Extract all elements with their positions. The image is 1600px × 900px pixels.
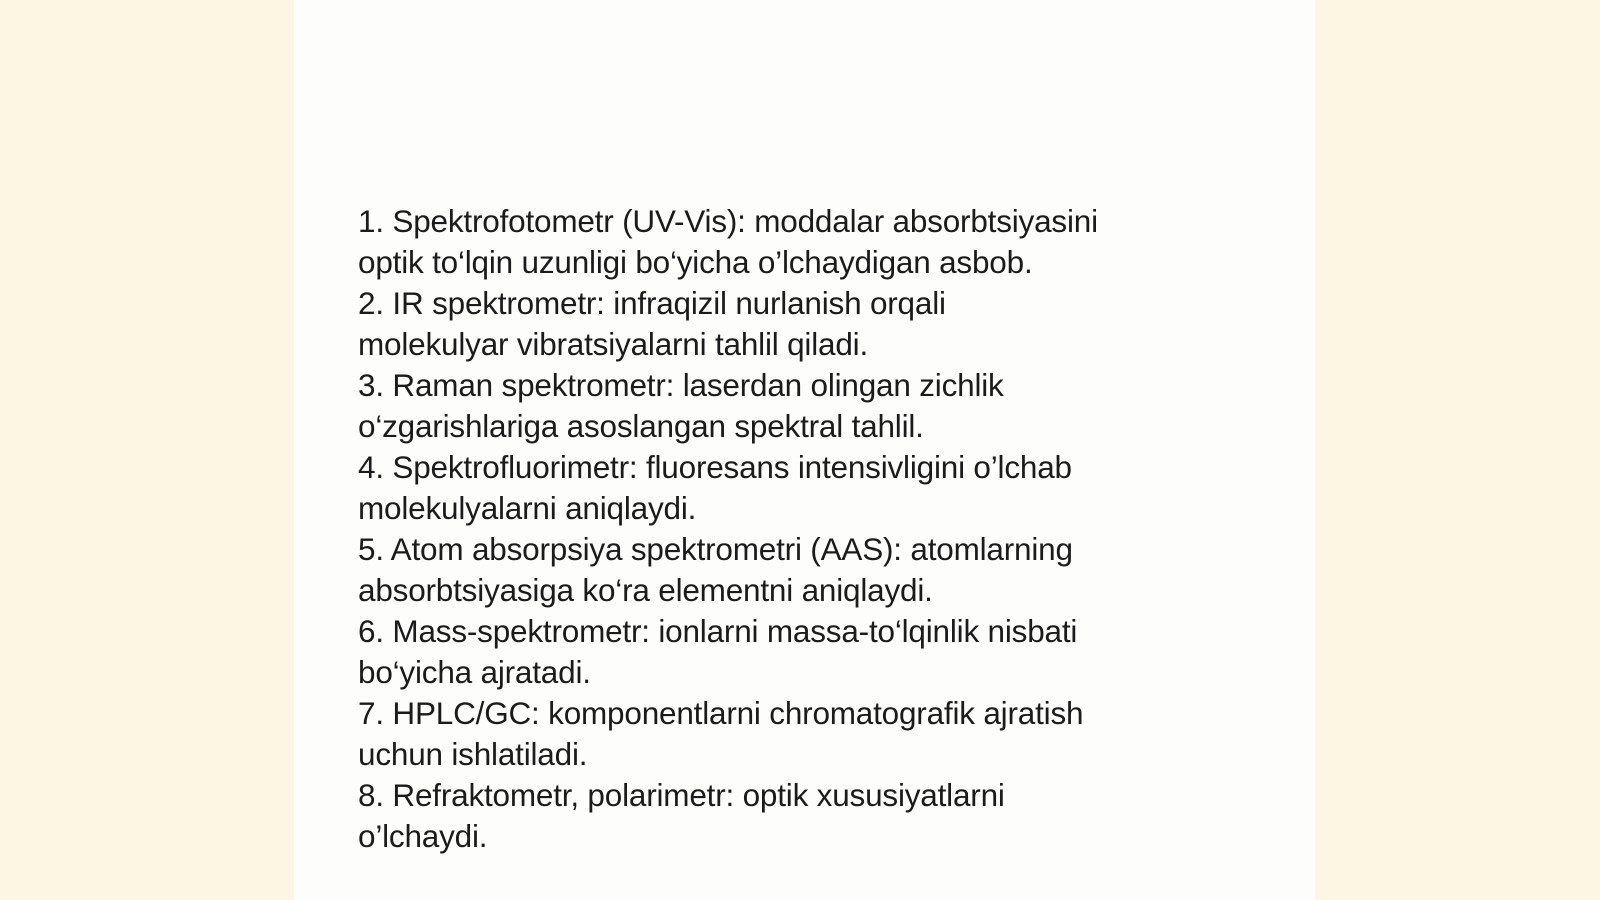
list-item-2 <box>358 283 1238 365</box>
list-item-7-line-2: uchun ishlatiladi. <box>358 736 588 772</box>
instrument-list <box>358 201 1238 857</box>
list-item-5 <box>358 529 1238 611</box>
list-item-2-line-1: 2. IR spektrometr: infraqizil nurlanish orqali <box>358 285 946 321</box>
list-item-5-line-2: absorbtsiyasiga ko‘ra elementni aniqlaydi. <box>358 572 933 608</box>
list-item-8 <box>358 775 1238 857</box>
list-item-1-line-2: optik to‘lqin uzunligi bo‘yicha o’lchaydigan asbob. <box>358 244 1033 280</box>
list-item-3-line-2: o‘zgarishlariga asoslangan spektral tahlil. <box>358 408 924 444</box>
list-item-6 <box>358 611 1238 693</box>
list-item-8-line-2: o’lchaydi. <box>358 818 488 854</box>
list-item-7 <box>358 693 1238 775</box>
list-item-2-line-2: molekulyar vibratsiyalarni tahlil qiladi. <box>358 326 869 362</box>
content-panel <box>294 0 1315 900</box>
list-item-8-line-1: 8. Refraktometr, polarimetr: optik xususiyatlarni <box>358 777 1005 813</box>
list-item-3-line-1: 3. Raman spektrometr: laserdan olingan zichlik <box>358 367 1004 403</box>
list-item-1-line-1: 1. Spektrofotometr (UV-Vis): moddalar absorbtsiyasini <box>358 203 1098 239</box>
list-item-4-line-1: 4. Spektrofluorimetr: fluoresans intensivligini o’lchab <box>358 449 1072 485</box>
list-item-4 <box>358 447 1238 529</box>
list-item-4-line-2: molekulyalarni aniqlaydi. <box>358 490 697 526</box>
list-item-6-line-1: 6. Mass-spektrometr: ionlarni massa-to‘lqinlik nisbati <box>358 613 1078 649</box>
list-item-6-line-2: bo‘yicha ajratadi. <box>358 654 591 690</box>
list-item-3 <box>358 365 1238 447</box>
list-item-5-line-1: 5. Atom absorpsiya spektrometri (AAS): atomlarning <box>358 531 1073 567</box>
list-item-1 <box>358 201 1238 283</box>
list-item-7-line-1: 7. HPLC/GC: komponentlarni chromatografik ajratish <box>358 695 1084 731</box>
